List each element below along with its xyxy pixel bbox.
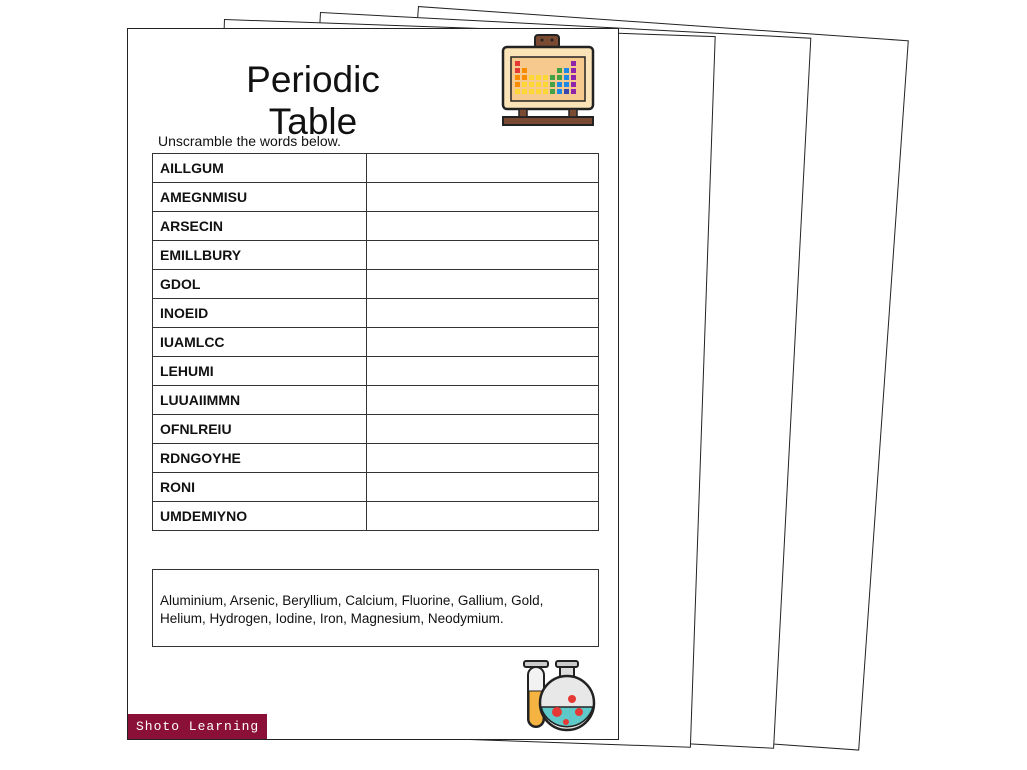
word-table — [152, 153, 599, 531]
answer-cell[interactable] — [367, 270, 599, 299]
word-bank-line-2: Helium, Hydrogen, Iodine, Iron, Magnesium, Neodymium. — [160, 611, 504, 626]
scrambled-word: RONI — [153, 473, 367, 502]
table-row — [153, 212, 599, 241]
answer-cell[interactable] — [367, 357, 599, 386]
scrambled-word: INOEID — [153, 299, 367, 328]
table-row — [153, 154, 599, 183]
scrambled-word: OFNLREIU — [153, 415, 367, 444]
scrambled-word: AMEGNMISU — [153, 183, 367, 212]
word-bank — [152, 569, 599, 647]
scrambled-word: EMILLBURY — [153, 241, 367, 270]
word-bank-line-1: Aluminium, Arsenic, Beryllium, Calcium, Fluorine, Gallium, Gold, — [160, 593, 544, 608]
answer-cell[interactable] — [367, 241, 599, 270]
periodic-table-board-icon — [495, 31, 605, 143]
table-row — [153, 328, 599, 357]
table-row — [153, 473, 599, 502]
answer-cell[interactable] — [367, 502, 599, 531]
instruction-text: Unscramble the words below. — [158, 133, 341, 149]
table-row — [153, 299, 599, 328]
worksheet-front — [127, 28, 619, 740]
table-row — [153, 502, 599, 531]
answer-cell[interactable] — [367, 154, 599, 183]
brand-label: Shoto Learning — [128, 714, 267, 739]
scrambled-word: GDOL — [153, 270, 367, 299]
scrambled-word: UMDEMIYNO — [153, 502, 367, 531]
scrambled-word: IUAMLCC — [153, 328, 367, 357]
answer-cell[interactable] — [367, 386, 599, 415]
scrambled-word: ARSECIN — [153, 212, 367, 241]
table-row — [153, 241, 599, 270]
table-row — [153, 415, 599, 444]
answer-cell[interactable] — [367, 183, 599, 212]
answer-cell[interactable] — [367, 444, 599, 473]
answer-cell[interactable] — [367, 299, 599, 328]
scrambled-word: RDNGOYHE — [153, 444, 367, 473]
scrambled-word: AILLGUM — [153, 154, 367, 183]
page-title: Periodic Table — [246, 59, 380, 142]
table-row — [153, 270, 599, 299]
scrambled-word: LEHUMI — [153, 357, 367, 386]
answer-cell[interactable] — [367, 415, 599, 444]
answer-cell[interactable] — [367, 212, 599, 241]
table-row — [153, 444, 599, 473]
table-row — [153, 386, 599, 415]
table-row — [153, 357, 599, 386]
table-row — [153, 183, 599, 212]
scrambled-word: LUUAIIMMN — [153, 386, 367, 415]
answer-cell[interactable] — [367, 473, 599, 502]
lab-flasks-icon — [520, 657, 600, 735]
answer-cell[interactable] — [367, 328, 599, 357]
